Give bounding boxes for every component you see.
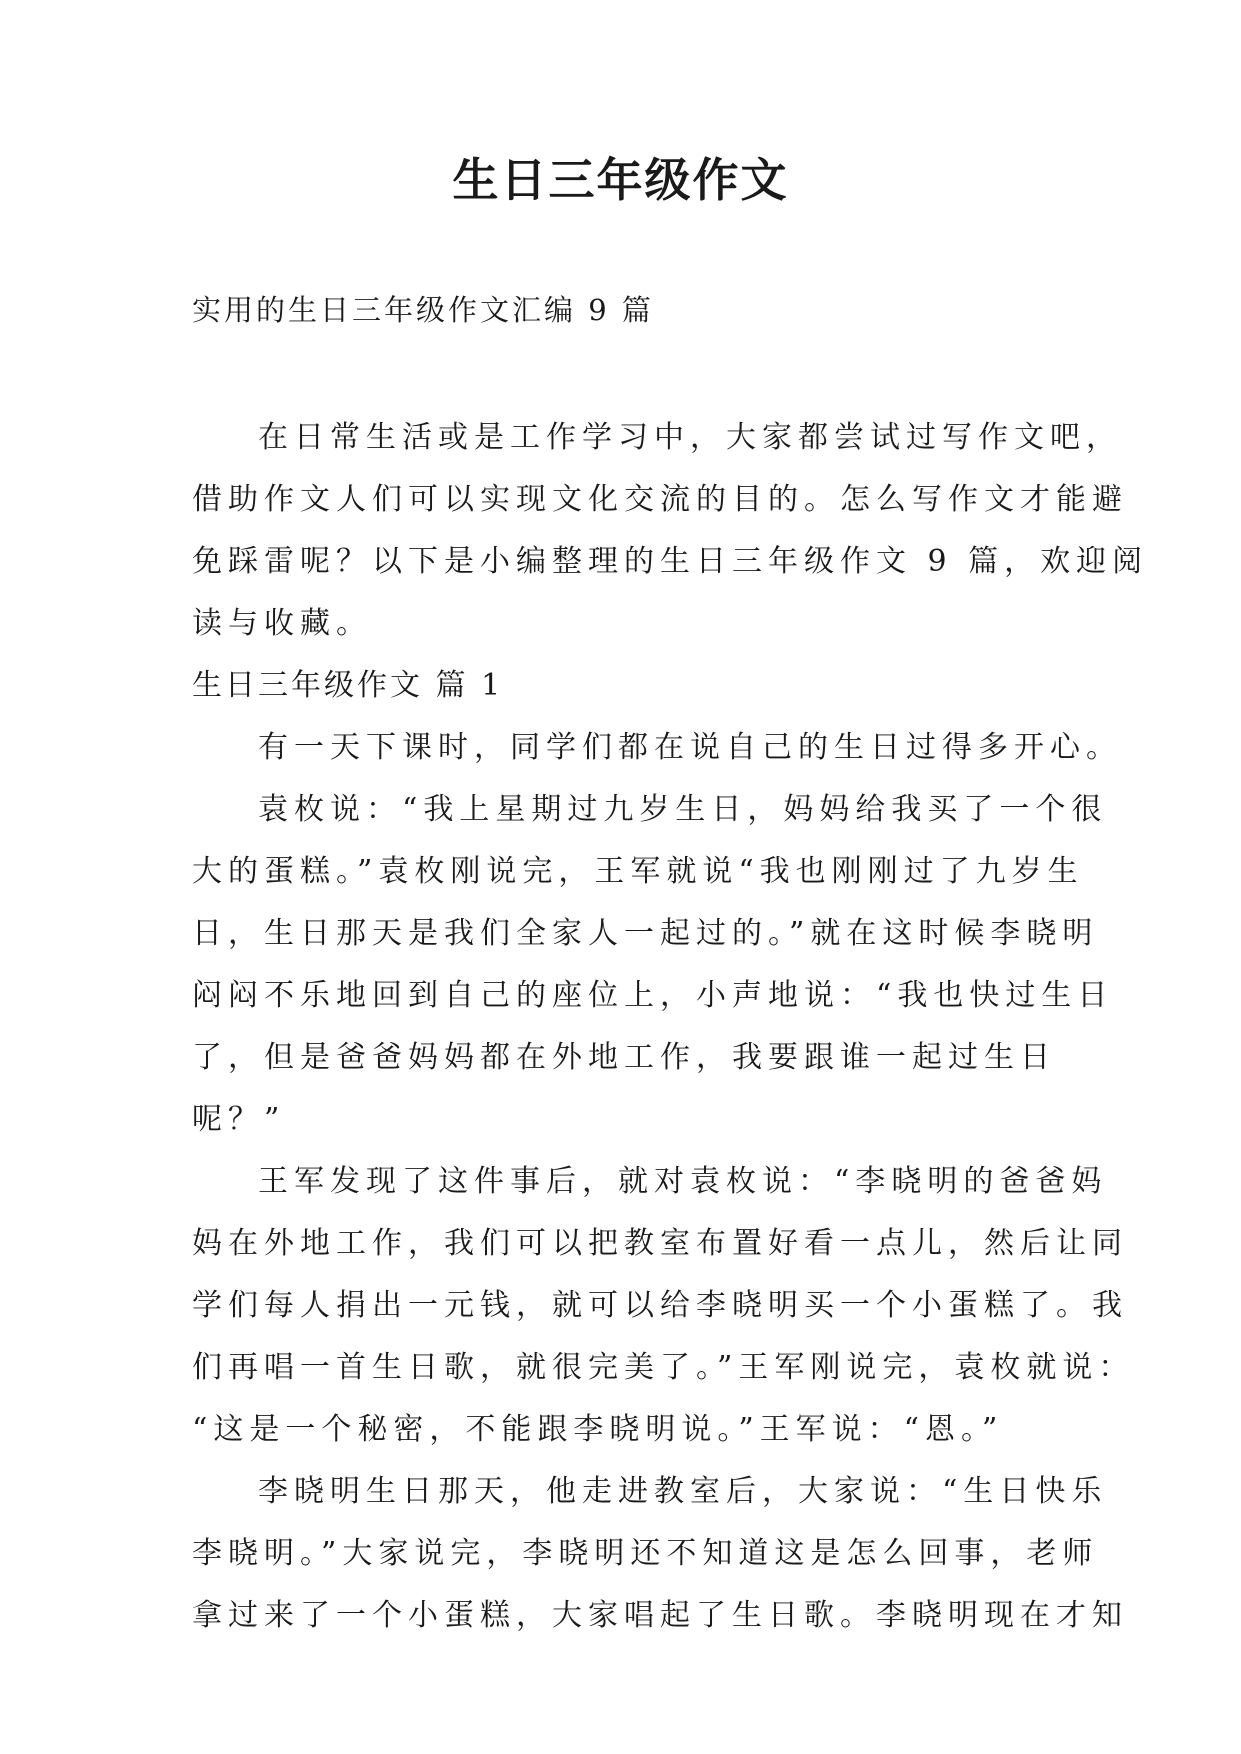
text-line: 了，但是爸爸妈妈都在外地工作，我要跟谁一起过生日	[192, 1040, 1056, 1075]
text-line: 在日常生活或是工作学习中，大家都尝试过写作文吧，	[258, 420, 1122, 455]
document-body	[192, 407, 1149, 1647]
text-line: 借助作文人们可以实现文化交流的目的。怎么写作文才能避	[192, 482, 1128, 517]
text-line: 大的蛋糕。”袁枚刚说完，王军就说“我也刚刚过了九岁生	[192, 854, 1084, 889]
text-line: 王军发现了这件事后，就对袁枚说：“李晓明的爸爸妈	[258, 1164, 1108, 1199]
text-line: “这是一个秘密，不能跟李晓明说。”王军说：“恩。”	[192, 1412, 1004, 1447]
text-line: 袁枚说：“我上星期过九岁生日，妈妈给我买了一个很	[258, 792, 1108, 827]
text-line: 呢？”	[192, 1102, 286, 1137]
text-line: 闷闷不乐地回到自己的座位上，小声地说：“我也快过生日	[192, 978, 1114, 1013]
text-line: 读与收藏。	[192, 606, 372, 641]
text-line: 妈在外地工作，我们可以把教室布置好看一点儿，然后让同	[192, 1226, 1128, 1261]
section-heading: 生日三年级作文 篇 1	[192, 668, 504, 703]
text-line: 学们每人捐出一元钱，就可以给李晓明买一个小蛋糕了。我	[192, 1288, 1128, 1323]
text-line: 日，生日那天是我们全家人一起过的。”就在这时候李晓明	[192, 916, 1099, 951]
text-line: 们再唱一首生日歌，就很完美了。”王军刚说完，袁枚就说：	[192, 1350, 1135, 1385]
text-line: 免踩雷呢？以下是小编整理的生日三年级作文 9 篇，欢迎阅	[192, 544, 1149, 579]
document-subtitle: 实用的生日三年级作文汇编 9 篇	[192, 293, 654, 327]
text-line: 李晓明。”大家说完，李晓明还不知道这是怎么回事，老师	[192, 1536, 1099, 1571]
text-line: 拿过来了一个小蛋糕，大家唱起了生日歌。李晓明现在才知	[192, 1598, 1128, 1633]
document-title: 生日三年级作文	[452, 153, 789, 207]
text-line: 有一天下课时，同学们都在说自己的生日过得多开心。	[258, 730, 1122, 765]
text-line: 李晓明生日那天，他走进教室后，大家说：“生日快乐	[258, 1474, 1108, 1509]
